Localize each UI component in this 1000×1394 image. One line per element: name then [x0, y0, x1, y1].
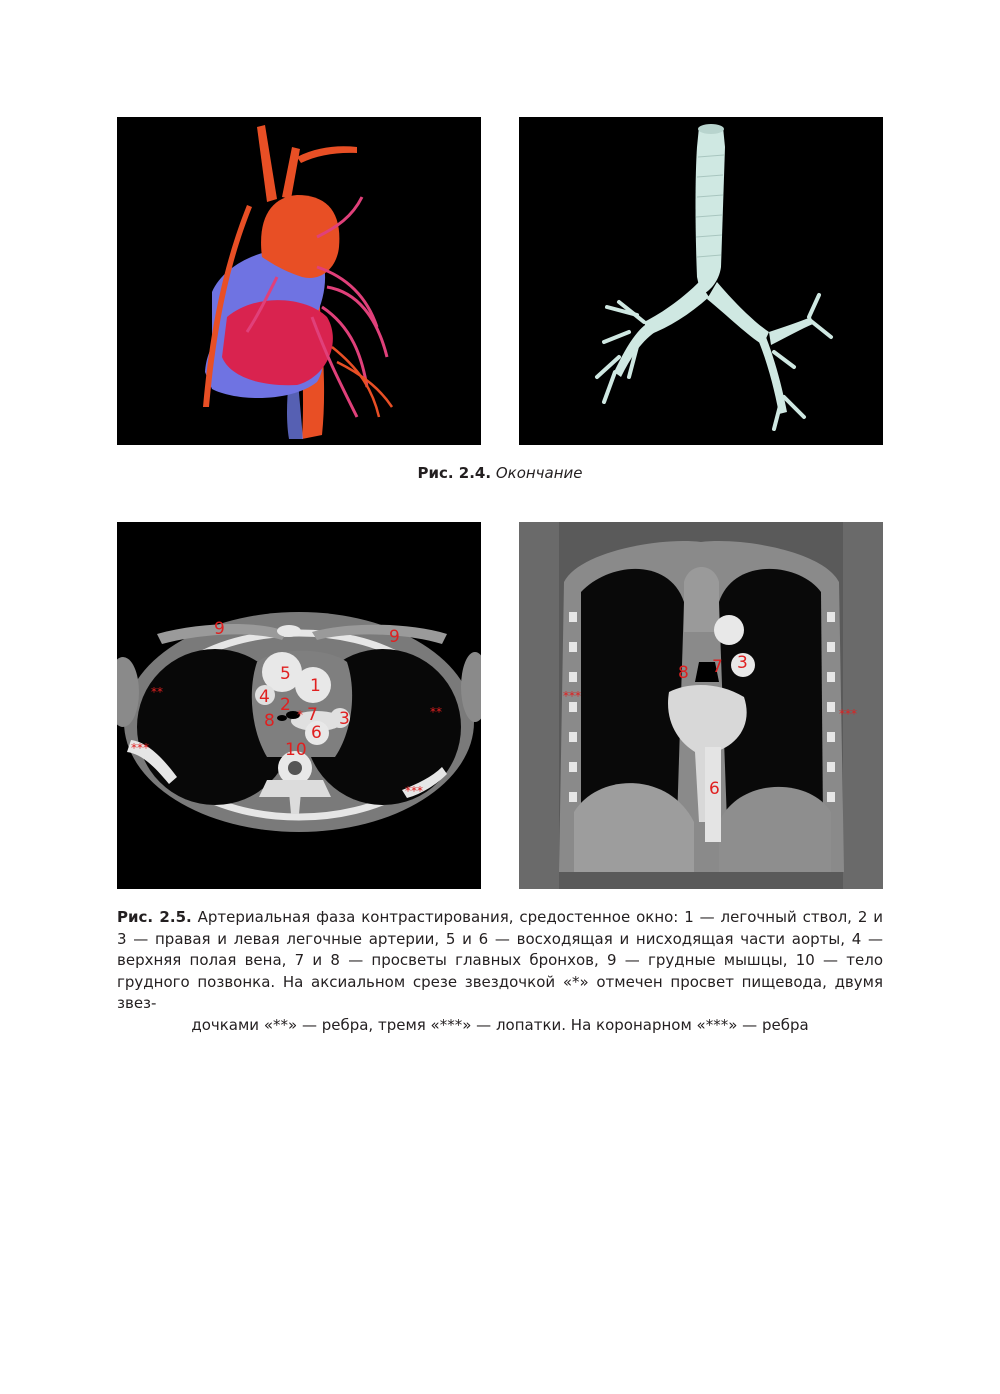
- axial-label-rib-left: **: [151, 685, 163, 699]
- coronal-label-rib-left: ***: [563, 689, 581, 703]
- axial-label-6: 6: [311, 723, 322, 743]
- coronal-label-7: 7: [712, 657, 723, 677]
- axial-label-4: 4: [259, 687, 270, 707]
- coronal-label-6: 6: [709, 779, 720, 799]
- axial-label-3: 3: [339, 709, 350, 729]
- axial-label-7: 7: [307, 705, 318, 725]
- figure-2-5-label: Рис. 2.5.: [117, 908, 192, 926]
- axial-label-scapula-right: ***: [405, 784, 423, 798]
- axial-ct-image: [117, 522, 481, 889]
- figure-2-5-last-line: дочками «**» — ребра, тремя «***» — лопатки. На коронарном «***» — ребра: [191, 1015, 809, 1034]
- axial-label-1: 1: [310, 676, 321, 696]
- coronal-label-rib-right: ***: [839, 707, 857, 721]
- figure-2-4-caption: [0, 463, 1000, 483]
- axial-label-5: 5: [280, 664, 291, 684]
- coronal-label-8: 8: [678, 663, 689, 683]
- axial-label-rib-right: **: [430, 705, 442, 719]
- heart-3d-image: [117, 117, 481, 445]
- figure-2-4-text: Окончание: [495, 464, 583, 482]
- coronal-ct-image: [519, 522, 883, 889]
- figure-2-5-caption: [117, 907, 883, 1036]
- axial-label-8: 8: [264, 711, 275, 731]
- figure-2-5-text: Артериальная фаза контрастирования, средостенное окно: 1 — легочный ствол, 2 и 3 — правая и левая легочные артерии, 5 и 6 — восходящая и нисходящая части аорты, 4 — верхняя полая вена, 7 и 8 — просветы главных бронхов, 9 — грудные мышцы, 10 — тело грудного позвонка. На аксиальном срезе звездочкой «*» отмечен просвет пищевода, двумя звез-: [117, 908, 883, 1012]
- axial-label-10: 10: [285, 740, 307, 760]
- axial-label-2: 2: [280, 695, 291, 715]
- axial-label-star: *: [297, 708, 303, 722]
- axial-label-9-right: 9: [389, 627, 400, 647]
- coronal-label-3: 3: [737, 653, 748, 673]
- figure-2-4-label: Рис. 2.4.: [417, 464, 492, 482]
- airway-3d-image: [519, 117, 883, 445]
- axial-label-9-left: 9: [214, 619, 225, 639]
- axial-label-scapula-left: ***: [131, 741, 149, 755]
